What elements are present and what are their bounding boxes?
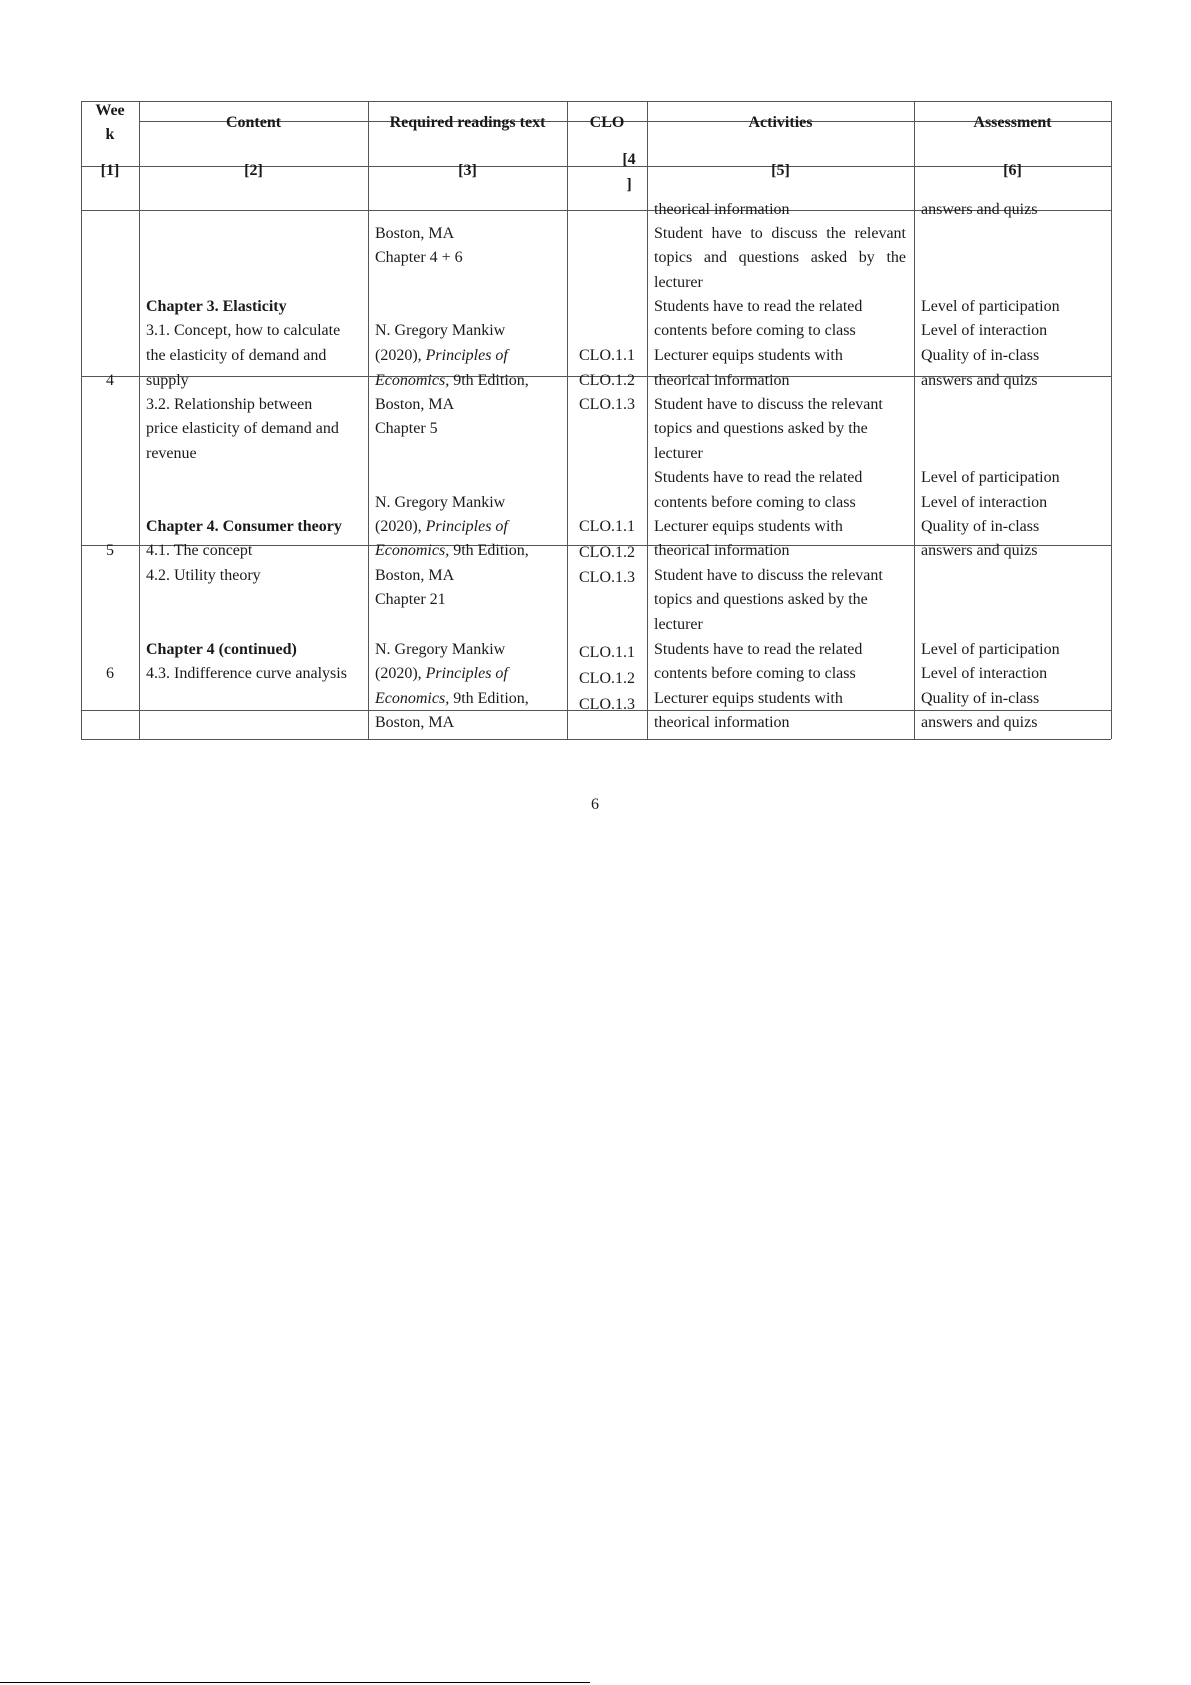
activity-line: Student have to discuss the relevant xyxy=(654,396,883,413)
readings-edition: 9th Edition, xyxy=(449,690,529,707)
cont-assessment-top: answers and quizs xyxy=(921,201,1038,218)
readings-line: Boston, MA xyxy=(375,567,455,584)
readings-citation xyxy=(375,517,508,537)
header-assessment: Assessment xyxy=(973,114,1052,131)
col-border-week-content xyxy=(139,101,140,739)
readings-author: N. Gregory Mankiw xyxy=(375,494,506,511)
assessment-line: answers and quizs xyxy=(921,542,1038,559)
readings-edition: 9th Edition, xyxy=(449,542,529,559)
content-title: Chapter 4. Consumer theory xyxy=(146,518,342,535)
cont-activities-line: lecturer xyxy=(654,274,703,291)
footer-rule xyxy=(0,1682,590,1683)
clo-code: CLO.1.1 xyxy=(579,644,635,661)
readings-title: Principles of xyxy=(425,518,508,535)
readings-title: Economics, xyxy=(375,690,450,707)
assessment-line: Level of participation xyxy=(921,641,1060,658)
assessment-line: Level of interaction xyxy=(921,322,1048,339)
activity-line: Lecturer equips students with xyxy=(654,518,843,535)
content-line: the elasticity of demand and xyxy=(146,347,327,364)
readings-citation xyxy=(375,664,508,684)
header-week-line2: k xyxy=(105,126,115,143)
activity-line: contents before coming to class xyxy=(654,322,856,339)
assessment-line: answers and quizs xyxy=(921,372,1038,389)
col-border-activities-assessment xyxy=(914,101,915,739)
activity-line: topics and questions asked by the xyxy=(654,420,868,437)
readings-title: Economics, xyxy=(375,542,450,559)
content-line: price elasticity of demand and xyxy=(146,420,339,437)
colnum-3: [3] xyxy=(458,162,477,179)
activity-line: Students have to read the related xyxy=(654,641,863,658)
colnum-1: [1] xyxy=(100,162,120,179)
readings-line: Chapter 5 xyxy=(375,420,438,437)
col-border-right xyxy=(1111,101,1112,739)
content-line: 4.3. Indifference curve analysis xyxy=(146,665,347,682)
readings-edition: 9th Edition, xyxy=(449,372,529,389)
colnum-4-line1: [4 xyxy=(622,151,636,168)
readings-author: N. Gregory Mankiw xyxy=(375,322,506,339)
header-readings: Required readings text xyxy=(389,114,546,131)
week-number: 5 xyxy=(106,542,114,559)
readings-year: (2020), xyxy=(375,518,426,535)
cont-readings-line: Chapter 4 + 6 xyxy=(375,249,463,266)
colnum-6: [6] xyxy=(1003,162,1022,179)
activity-line: Students have to read the related xyxy=(654,298,863,315)
assessment-line: Quality of in-class xyxy=(921,518,1040,535)
activity-line: Student have to discuss the relevant xyxy=(654,567,883,584)
activity-line: theorical information xyxy=(654,542,790,559)
clo-code: CLO.1.2 xyxy=(579,372,635,389)
readings-year: (2020), xyxy=(375,665,426,682)
readings-citation xyxy=(375,346,508,366)
assessment-line: Level of participation xyxy=(921,469,1060,486)
readings-author: N. Gregory Mankiw xyxy=(375,641,506,658)
content-line: 3.2. Relationship between xyxy=(146,396,313,413)
assessment-line: answers and quizs xyxy=(921,714,1038,731)
clo-code: CLO.1.3 xyxy=(579,696,635,713)
readings-line: Chapter 21 xyxy=(375,591,446,608)
activity-line: lecturer xyxy=(654,445,703,462)
header-content: Content xyxy=(225,114,282,131)
cont-activities-line: topics and questions asked by the xyxy=(654,249,906,266)
assessment-line: Level of participation xyxy=(921,298,1060,315)
readings-title: Economics, xyxy=(375,372,450,389)
cont-activities-top: theorical information xyxy=(654,201,790,218)
clo-code: CLO.1.3 xyxy=(579,396,635,413)
clo-code: CLO.1.1 xyxy=(579,347,635,364)
cont-readings-line: Boston, MA xyxy=(375,225,455,242)
col-border-clo-activities xyxy=(647,101,648,739)
activity-line: theorical information xyxy=(654,714,790,731)
header-activities: Activities xyxy=(748,114,813,131)
content-title: Chapter 3. Elasticity xyxy=(146,298,287,315)
content-title: Chapter 4 (continued) xyxy=(146,641,297,658)
activity-line: Lecturer equips students with xyxy=(654,347,843,364)
activity-line: contents before coming to class xyxy=(654,665,856,682)
colnum-2: [2] xyxy=(244,162,263,179)
clo-code: CLO.1.2 xyxy=(579,544,635,561)
activity-line: Students have to read the related xyxy=(654,469,863,486)
assessment-line: Quality of in-class xyxy=(921,690,1040,707)
table-border-bottom xyxy=(81,739,1111,740)
readings-citation xyxy=(375,689,529,709)
content-line: supply xyxy=(146,372,189,389)
header-week-line1: Wee xyxy=(95,102,125,119)
colnum-5: [5] xyxy=(771,162,790,179)
clo-code: CLO.1.2 xyxy=(579,670,635,687)
assessment-line: Quality of in-class xyxy=(921,347,1040,364)
clo-code: CLO.1.1 xyxy=(579,518,635,535)
col-border-content-readings xyxy=(368,101,369,739)
content-line: 4.2. Utility theory xyxy=(146,567,261,584)
activity-line: lecturer xyxy=(654,616,703,633)
cont-activities-line: Student have to discuss the relevant xyxy=(654,225,906,242)
activity-line: contents before coming to class xyxy=(654,494,856,511)
readings-line: Boston, MA xyxy=(375,714,455,731)
table-border-top xyxy=(81,101,1111,102)
week-number: 6 xyxy=(106,665,114,682)
content-line: revenue xyxy=(146,445,197,462)
readings-citation xyxy=(375,541,529,561)
activity-line: theorical information xyxy=(654,372,790,389)
page-number: 6 xyxy=(591,796,599,813)
readings-title: Principles of xyxy=(425,665,508,682)
content-line: 3.1. Concept, how to calculate xyxy=(146,322,341,339)
colnum-4-line2: ] xyxy=(626,176,632,193)
header-clo: CLO xyxy=(589,114,625,131)
readings-title: Principles of xyxy=(425,347,508,364)
activity-line: Lecturer equips students with xyxy=(654,690,843,707)
readings-line: Boston, MA xyxy=(375,396,455,413)
clo-code: CLO.1.3 xyxy=(579,569,635,586)
week-number: 4 xyxy=(106,372,114,389)
assessment-line: Level of interaction xyxy=(921,665,1048,682)
readings-citation xyxy=(375,371,529,391)
assessment-line: Level of interaction xyxy=(921,494,1048,511)
readings-year: (2020), xyxy=(375,347,426,364)
col-border-left xyxy=(81,101,82,739)
activity-line: topics and questions asked by the xyxy=(654,591,868,608)
content-line: 4.1. The concept xyxy=(146,542,253,559)
